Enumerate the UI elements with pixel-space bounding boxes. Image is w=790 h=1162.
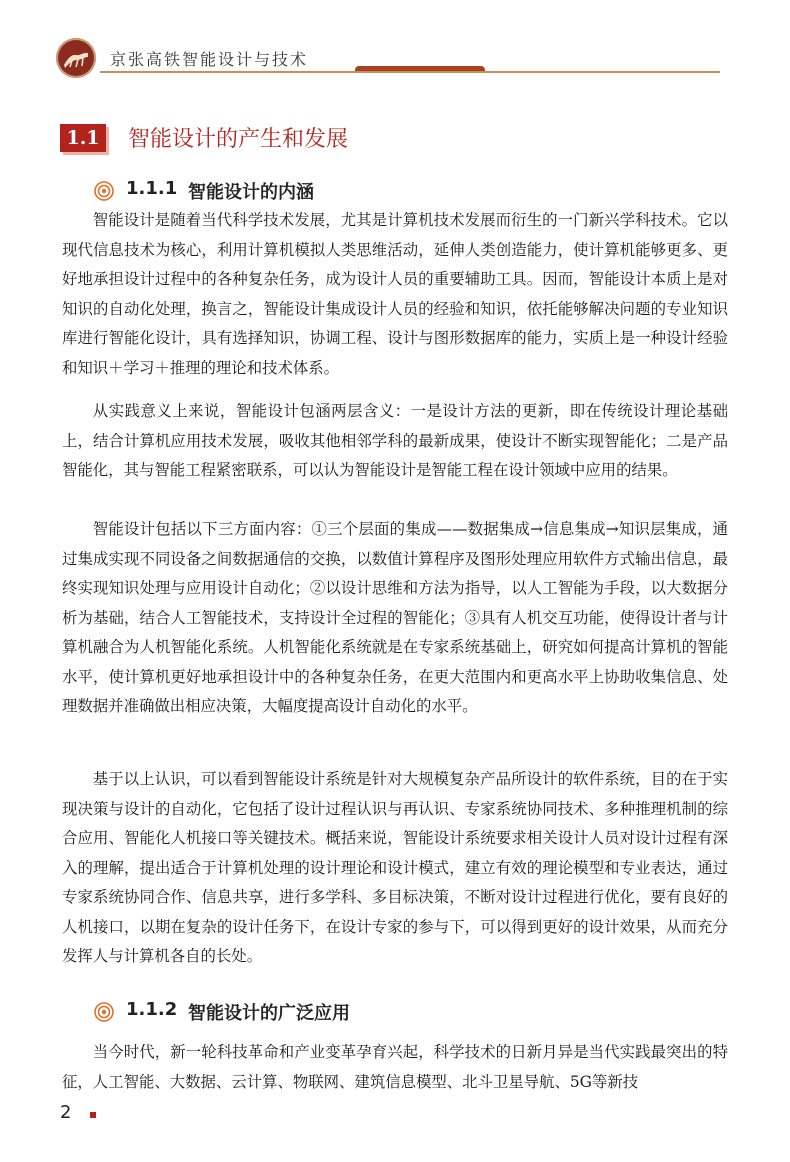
page-number: 2: [60, 1102, 72, 1123]
subsection-number: 1.1.1: [126, 178, 178, 199]
header-rule: [100, 71, 720, 73]
target-icon: [94, 181, 114, 201]
paragraph: 从实践意义上来说，智能设计包涵两层含义：一是设计方法的更新，即在传统设计理论基础上，结合计算机应用技术发展，吸收其他相邻学科的最新成果，使设计不断实现智能化；二是产品智能化，其与智能工程紧密联系，可以认为智能设计是智能工程在设计领域中应用的结果。: [62, 402, 728, 479]
running-header: [0, 0, 790, 100]
section-title: 智能设计的产生和发展: [128, 127, 349, 152]
subsection-number: 1.1.2: [126, 999, 178, 1020]
paragraph: 智能设计是随着当代科学技术发展，尤其是计算机技术发展而衍生的一门新兴学科技术。它以现代信息技术为核心，利用计算机模拟人类思维活动，延伸人类创造能力，使计算机能够更多、更好地承担设计过程中的各种复杂任务，成为设计人员的重要辅助工具。因而，智能设计本质上是对知识的自动化处理，换言之，智能设计集成设计人员的经验和知识，依托能够解决问题的专业知识库进行智能化设计，具有选择知识，协调工程、设计与图形数据库的能力，实质上是一种设计经验和知识＋学习＋推理的理论和技术体系。: [62, 211, 728, 377]
logo-emblem-icon: [56, 38, 96, 78]
subsection-title: 智能设计的内涵: [188, 182, 314, 203]
paragraph: 基于以上认识，可以看到智能设计系统是针对大规模复杂产品所设计的软件系统，目的在于实现决策与设计的自动化，它包括了设计过程认识与再认识、专家系统协同技术、多种推理机制的综合应用、智能化人机接口等关键技术。概括来说，智能设计系统要求相关设计人员对设计过程有深入的理解，提出适合于计算机处理的设计理论和设计模式，建立有效的理论模型和专业表达，通过专家系统协同合作、信息共享，进行多学科、多目标决策，不断对设计过程进行优化，要有良好的人机接口，以期在复杂的设计任务下，在设计专家的参与下，可以得到更好的设计效果，从而充分发挥人与计算机各自的长处。: [62, 770, 728, 965]
page-marker-square: [90, 1112, 96, 1118]
paragraph: 智能设计包括以下三方面内容：①三个层面的集成——数据集成→信息集成→知识层集成，通过集成实现不同设备之间数据通信的交换，以数值计算程序及图形处理应用软件方式输出信息，最终实现知识处理与应用设计自动化；②以设计思维和方法为指导，以人工智能为手段，以大数据分析为基础，结合人工智能技术，支持设计全过程的智能化；③具有人机交互功能，使得设计者与计算机融合为人机智能化系统。人机智能化系统就是在专家系统基础上，研究如何提高计算机的智能水平，使计算机更好地承担设计中的各种复杂任务，在更大范围内和更高水平上协助收集信息、处理数据并准确做出相应决策，大幅度提高设计自动化的水平。: [62, 520, 728, 715]
subsection-title: 智能设计的广泛应用: [188, 1003, 350, 1024]
book-title: 京张高铁智能设计与技术: [110, 50, 309, 69]
paragraph: 当今时代，新一轮科技革命和产业变革孕育兴起，科学技术的日新月异是当代实践最突出的特征，人工智能、大数据、云计算、物联网、建筑信息模型、北斗卫星导航、5G等新技: [62, 1043, 728, 1091]
target-icon: [94, 1002, 114, 1022]
section-number-badge: 1.1: [60, 124, 106, 152]
